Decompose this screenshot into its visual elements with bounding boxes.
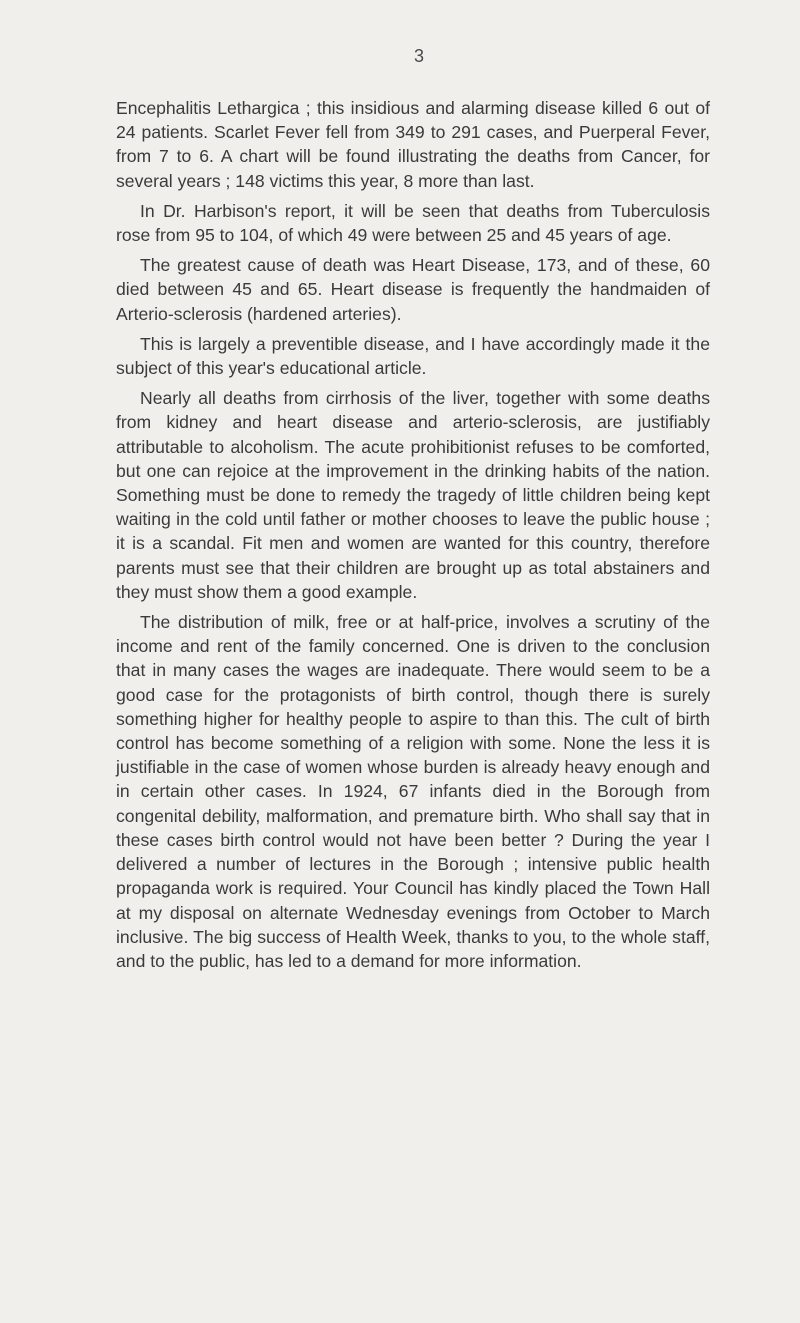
paragraph-heart-disease: The greatest cause of death was Heart Disease, 173, and of these, 60 died between 45 and 65. Heart disease is frequently the handmaiden of Arterio-sclerosis (hardened arteries).	[116, 255, 710, 324]
paragraph-tuberculosis: In Dr. Harbison's report, it will be seen that deaths from Tuberculosis rose from 95 to 104, of which 49 were between 25 and 45 years of age.	[116, 200, 710, 246]
paragraph-milk-birth-control: The distribution of milk, free or at half-price, involves a scrutiny of the income and rent of the family concerned. One is driven to the conclusion that in many cases the wages are inadequate. There would seem to be a good case for the protagonists of birth control, though there is surely something higher for healthy people to aspire to than this. The cult of birth control has become something of a religion with some. None the less it is justifiable in the case of women whose burden is already heavy enough and in certain other cases. In 1924, 67 infants died in the Borough from congenital debility, malformation, and premature birth. Who shall say that in these cases birth control would not have been better ? During the year I delivered a number of lectures in the Borough ; intensive public health propaganda work is required. Your Council has kindly placed the Town Hall at my disposal on alternate Wednesday evenings from October to March inclusive. The big success of Health Week, thanks to you, to the whole staff, and to the public, has led to a demand for more information.	[116, 612, 710, 971]
paragraph-alcoholism: Nearly all deaths from cirrhosis of the liver, together with some deaths from kidney and heart disease and arterio-sclerosis, are justifiably attributable to alcoholism. The acute prohibitionist refuses to be comforted, but one can rejoice at the improvement in the drinking habits of the nation. Something must be done to remedy the tragedy of little children being kept waiting in the cold until father or mother chooses to leave the public house ; it is a scandal. Fit men and women are wanted for this country, therefore parents must see that their children are brought up as total abstainers and they must show them a good example.	[116, 388, 710, 602]
paragraph-preventible-disease: This is largely a preventible disease, and I have accordingly made it the subject of this year's educational article.	[116, 333, 710, 379]
report-body-text	[116, 96, 710, 979]
page-number: 3	[414, 46, 425, 66]
paragraph-encephalitis-scarlet-fever: Encephalitis Lethargica ; this insidious and alarming disease killed 6 out of 24 patients. Scarlet Fever fell from 349 to 291 cases, and Puerperal Fever, from 7 to 6. A chart will be found illustrating the deaths from Cancer, for several years ; 148 victims this year, 8 more than last.	[116, 98, 710, 191]
